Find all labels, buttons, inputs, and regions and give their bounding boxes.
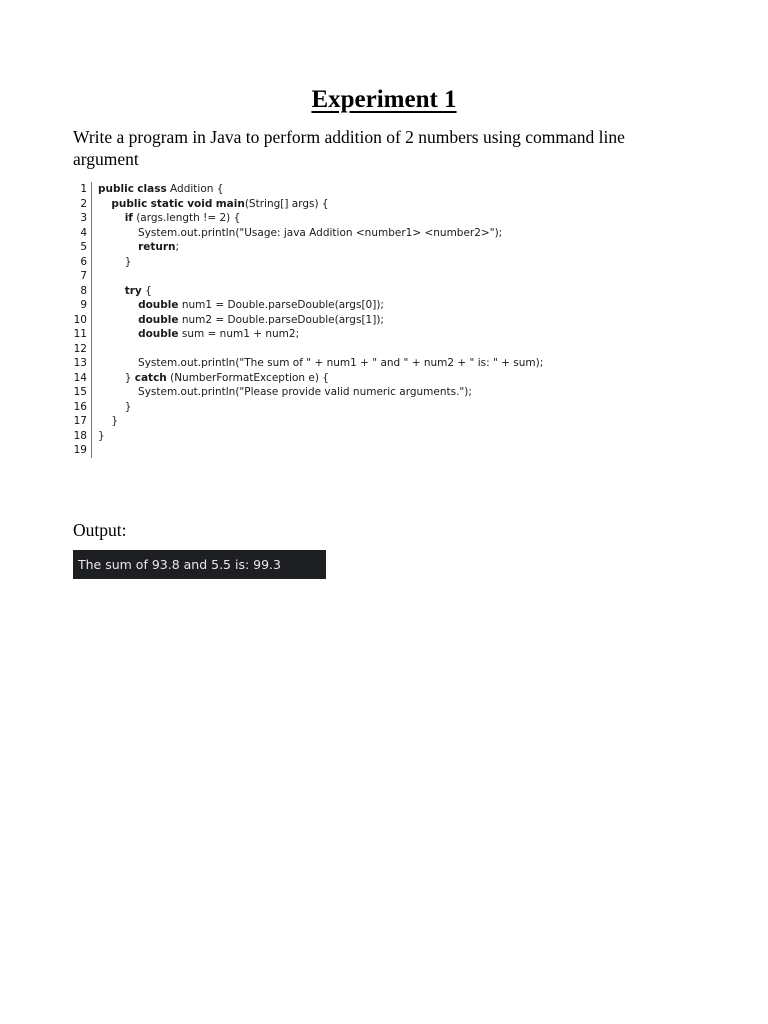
code-line xyxy=(73,356,543,371)
line-number: 12 xyxy=(73,342,92,357)
line-number: 19 xyxy=(73,443,92,458)
line-number: 4 xyxy=(73,226,92,241)
code-text: } catch (NumberFormatException e) { xyxy=(98,371,329,384)
code-line xyxy=(73,226,543,241)
code-text xyxy=(92,443,98,458)
line-number: 1 xyxy=(73,182,92,197)
code-line xyxy=(73,255,543,270)
line-number: 3 xyxy=(73,211,92,226)
code-line xyxy=(73,298,543,313)
code-line xyxy=(73,211,543,226)
line-number: 7 xyxy=(73,269,92,284)
line-number: 6 xyxy=(73,255,92,270)
code-text: public class Addition { xyxy=(98,183,224,195)
line-number: 15 xyxy=(73,385,92,400)
code-text: try { xyxy=(124,284,152,297)
code-text: System.out.println("Please provide valid numeric arguments."); xyxy=(98,386,472,398)
code-line xyxy=(73,182,543,197)
code-line xyxy=(73,269,543,284)
line-number: 14 xyxy=(73,371,92,386)
code-line xyxy=(73,429,543,444)
code-line xyxy=(73,197,543,212)
code-text: } xyxy=(98,255,132,268)
line-number: 17 xyxy=(73,414,92,429)
code-text: if (args.length != 2) { xyxy=(124,212,241,224)
code-listing xyxy=(73,182,543,458)
code-line xyxy=(73,443,543,458)
code-line xyxy=(73,313,543,328)
line-number: 16 xyxy=(73,400,92,415)
line-number: 8 xyxy=(73,284,92,299)
code-text: double num2 = Double.parseDouble(args[1]); xyxy=(138,313,384,326)
code-line xyxy=(73,414,543,429)
line-number: 10 xyxy=(73,313,92,328)
code-line xyxy=(73,385,543,400)
code-text: double sum = num1 + num2; xyxy=(138,328,300,340)
code-text: return; xyxy=(138,241,180,253)
line-number: 2 xyxy=(73,197,92,212)
line-number: 18 xyxy=(73,429,92,444)
code-text: } xyxy=(98,400,132,413)
page-title: Experiment 1 xyxy=(311,86,457,113)
code-text xyxy=(92,269,98,284)
code-text: } xyxy=(98,415,119,427)
code-text: System.out.println("Usage: java Addition <number1> <number2>"); xyxy=(98,226,503,239)
code-text: System.out.println("The sum of " + num1 + " and " + num2 + " is: " + sum); xyxy=(98,357,544,369)
code-text: } xyxy=(98,429,105,442)
task-description: Write a program in Java to perform addition of 2 numbers using command line argument xyxy=(73,127,625,169)
output-label: Output: xyxy=(73,520,127,540)
code-line xyxy=(73,342,543,357)
terminal-output: The sum of 93.8 and 5.5 is: 99.3 xyxy=(73,550,326,579)
code-line xyxy=(73,327,543,342)
code-line xyxy=(73,284,543,299)
line-number: 5 xyxy=(73,240,92,255)
code-line xyxy=(73,371,543,386)
line-number: 9 xyxy=(73,298,92,313)
code-text xyxy=(92,342,98,357)
code-line xyxy=(73,240,543,255)
code-text: public static void main(String[] args) { xyxy=(111,197,329,210)
line-number: 11 xyxy=(73,327,92,342)
code-text: double num1 = Double.parseDouble(args[0]); xyxy=(138,299,384,311)
line-number: 13 xyxy=(73,356,92,371)
code-line xyxy=(73,400,543,415)
